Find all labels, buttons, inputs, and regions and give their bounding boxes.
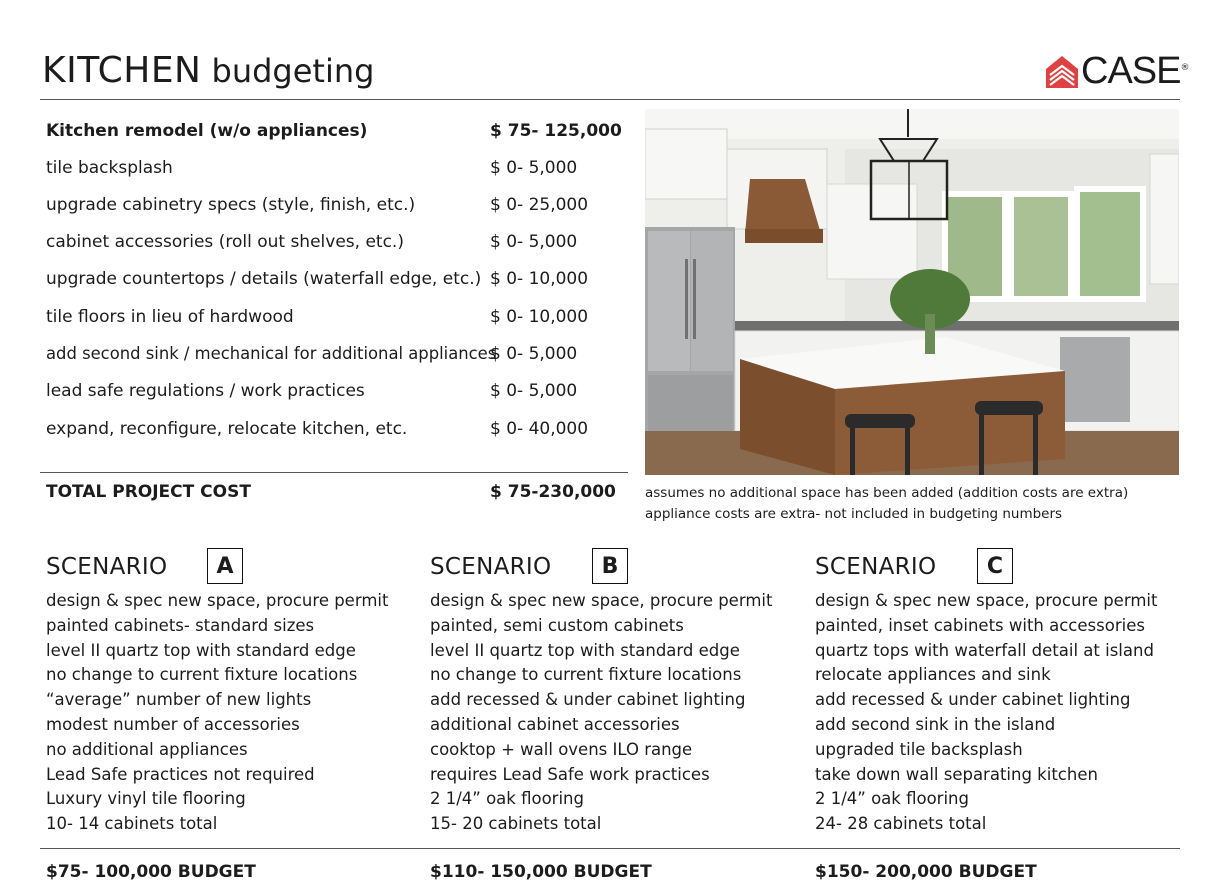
list-item: add second sink in the island bbox=[815, 714, 1056, 734]
list-item: painted, semi custom cabinets bbox=[430, 615, 684, 635]
total-divider bbox=[40, 472, 628, 473]
line-item-label: upgrade countertops / details (waterfall edge, etc.) bbox=[46, 269, 482, 289]
list-item: 10- 14 cabinets total bbox=[46, 814, 218, 834]
line-item-cost: $ 0- 5,000 bbox=[490, 344, 578, 364]
list-item: level II quartz top with standard edge bbox=[430, 640, 740, 660]
scenario-b-letter-box: B bbox=[592, 548, 628, 584]
list-item: no change to current fixture locations bbox=[46, 665, 358, 685]
scenario-b-heading: SCENARIO bbox=[430, 554, 552, 580]
list-item: upgraded tile backsplash bbox=[815, 739, 1023, 759]
list-item: 15- 20 cabinets total bbox=[430, 814, 602, 834]
list-item: 2 1/4” oak flooring bbox=[815, 789, 969, 809]
list-item: no additional appliances bbox=[46, 739, 248, 759]
list-item: 24- 28 cabinets total bbox=[815, 814, 987, 834]
line-item-cost: $ 0- 40,000 bbox=[490, 419, 589, 439]
total-label: TOTAL PROJECT COST bbox=[46, 482, 251, 502]
line-item-label: tile floors in lieu of hardwood bbox=[46, 307, 294, 327]
scenario-b-budget: $110- 150,000 BUDGET bbox=[430, 862, 652, 882]
line-item-cost: $ 0- 5,000 bbox=[490, 381, 578, 401]
line-item-cost: $ 0- 5,000 bbox=[490, 158, 578, 178]
list-item: design & spec new space, procure permit bbox=[815, 591, 1158, 610]
line-item-label: tile backsplash bbox=[46, 158, 173, 178]
list-item: design & spec new space, procure permit bbox=[430, 591, 773, 610]
scenario-b-list bbox=[430, 589, 772, 837]
header-divider bbox=[40, 99, 1180, 100]
line-item-cost: $ 0- 25,000 bbox=[490, 195, 589, 215]
list-item: add recessed & under cabinet lighting bbox=[815, 690, 1131, 710]
list-item: modest number of accessories bbox=[46, 714, 300, 734]
list-item: cooktop + wall ovens ILO range bbox=[430, 739, 693, 759]
list-item: design & spec new space, procure permit bbox=[46, 591, 389, 610]
list-item: level II quartz top with standard edge bbox=[46, 640, 356, 660]
line-item-cost: $ 0- 10,000 bbox=[490, 269, 589, 289]
kitchen-photo bbox=[645, 109, 1179, 475]
footnote: assumes no additional space has been added (addition costs are extra) bbox=[645, 485, 1129, 501]
scenario-c-budget: $150- 200,000 BUDGET bbox=[815, 862, 1037, 882]
list-item: Luxury vinyl tile flooring bbox=[46, 789, 246, 809]
scenario-a-budget: $75- 100,000 BUDGET bbox=[46, 862, 256, 882]
scenario-c-list bbox=[815, 589, 1157, 837]
scenario-c-letter-box: C bbox=[977, 548, 1013, 584]
line-item-label: upgrade cabinetry specs (style, finish, etc.) bbox=[46, 195, 416, 215]
scenario-a-heading: SCENARIO bbox=[46, 554, 168, 580]
total-cost: $ 75-230,000 bbox=[490, 482, 616, 502]
list-item: additional cabinet accessories bbox=[430, 714, 680, 734]
list-item: take down wall separating kitchen bbox=[815, 764, 1098, 784]
page-title-main: KITCHEN bbox=[42, 50, 202, 91]
logo-registered-mark: ® bbox=[1180, 62, 1190, 73]
list-item: painted, inset cabinets with accessories bbox=[815, 615, 1145, 635]
logo-text: CASE bbox=[1081, 50, 1181, 92]
list-item: quartz tops with waterfall detail at island bbox=[815, 640, 1154, 660]
list-item: requires Lead Safe work practices bbox=[430, 764, 710, 784]
line-item-label: cabinet accessories (roll out shelves, etc.) bbox=[46, 232, 404, 252]
line-item-label: lead safe regulations / work practices bbox=[46, 381, 365, 401]
scenario-c-heading: SCENARIO bbox=[815, 554, 937, 580]
scenario-a-list bbox=[46, 589, 388, 837]
list-item: painted cabinets- standard sizes bbox=[46, 615, 315, 635]
line-item-label: add second sink / mechanical for additional appliances bbox=[46, 344, 497, 363]
scenario-a-letter-box: A bbox=[207, 548, 243, 584]
house-logo-icon bbox=[1045, 55, 1079, 89]
list-item: 2 1/4” oak flooring bbox=[430, 789, 584, 809]
line-item-cost: $ 75- 125,000 bbox=[490, 121, 622, 141]
budget-divider bbox=[40, 848, 1180, 849]
page-title bbox=[42, 50, 374, 91]
list-item: add recessed & under cabinet lighting bbox=[430, 690, 746, 710]
footnote: appliance costs are extra- not included in budgeting numbers bbox=[645, 506, 1063, 522]
line-item-cost: $ 0- 10,000 bbox=[490, 307, 589, 327]
case-logo bbox=[1045, 50, 1189, 93]
list-item: “average” number of new lights bbox=[46, 690, 312, 710]
list-item: no change to current fixture locations bbox=[430, 665, 742, 685]
line-item-cost: $ 0- 5,000 bbox=[490, 232, 578, 252]
list-item: relocate appliances and sink bbox=[815, 665, 1051, 685]
list-item: Lead Safe practices not required bbox=[46, 764, 315, 784]
page-title-sub: budgeting bbox=[211, 52, 375, 90]
line-item-label: Kitchen remodel (w/o appliances) bbox=[46, 121, 368, 141]
line-item-label: expand, reconfigure, relocate kitchen, etc. bbox=[46, 419, 408, 439]
